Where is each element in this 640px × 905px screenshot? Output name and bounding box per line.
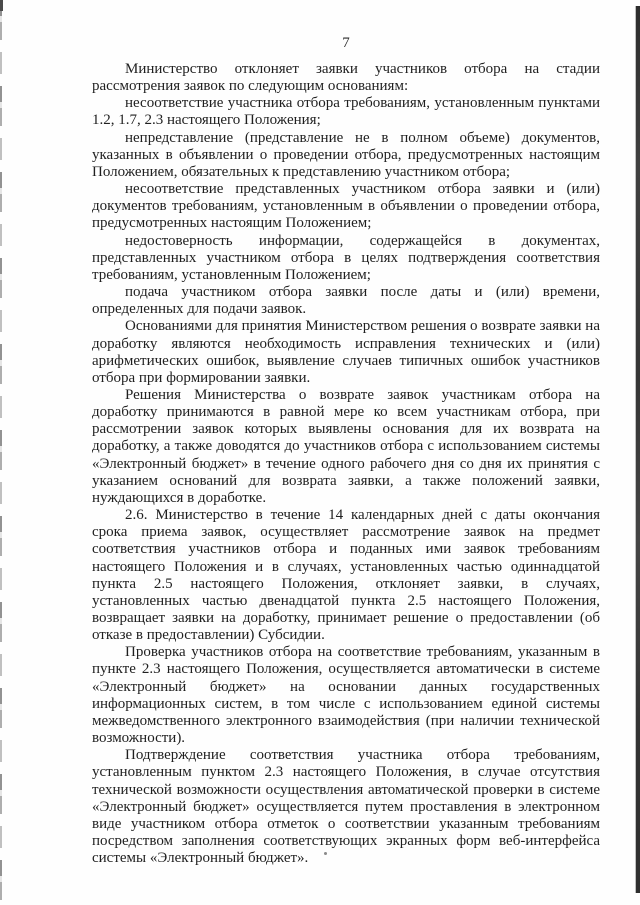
paragraph-rejection-intro: Министерство отклоняет заявки участников отбора на стадии рассмотрения заявок по следующим основаниям:	[92, 61, 600, 95]
paragraph-return-grounds: Основаниями для принятия Министерством решения о возврате заявки на доработку являются необходимость исправления технических и (или) арифметических ошибок, выявление случаев типичных ошибок участников отбора при формировании заявки.	[92, 318, 600, 386]
paragraph-ground-late-filing: подача участником отбора заявки после даты и (или) времени, определенных для подачи заявок.	[92, 284, 600, 318]
scan-artifact-right-edge	[636, 6, 640, 893]
page-number: 7	[342, 35, 350, 51]
paragraph-manual-confirmation: Подтверждение соответствия участника отбора требованиям, установленным пунктом 2.3 настоящего Положения, в случае отсутствия технической возможности осуществления автоматической проверки в системе «Электронный бюджет» осуществляется путем проставления в электронном виде участником отбора отметок о соответствии указанным требованиям посредством заполнения соответствующих экранных форм веб-интерфейса системы «Электронный бюджет».	[92, 747, 600, 867]
paragraph-ground-docs-mismatch: несоответствие представленных участником отбора заявки и (или) документов требованиям, установленным в объявлении о проведении отбора, предусмотренных настоящим Положением;	[92, 181, 600, 232]
scan-artifact-corner-mark	[0, 0, 3, 11]
document-body	[92, 61, 600, 867]
paragraph-automatic-check: Проверка участников отбора на соответствие требованиям, указанным в пункте 2.3 настоящего Положения, осуществляется автоматически в системе «Электронный бюджет» на основании данных государственных информационных систем, в том числе с использованием единой системы межведомственного электронного взаимодействия (при наличии технической возможности).	[92, 644, 600, 747]
paragraph-ground-false-info: недостоверность информации, содержащейся в документах, представленных участником отбора в целях подтверждения соответствия требованиям, установленным Положением;	[92, 232, 600, 283]
paragraph-clause-2-6: 2.6. Министерство в течение 14 календарных дней с даты окончания срока приема заявок, осуществляет рассмотрение заявок на предмет соответствия участников отбора и поданных ими заявок требованиям настоящего Положения и в случаях, установленных частью одиннадцатой пункта 2.5 настоящего Положения, отклоняет заявки, в случаях, установленных частью двенадцатой пункта 2.5 настоящего Положения, возвращает заявки на доработку, принимает решение о предоставлении (об отказе в предоставлении) Субсидии.	[92, 507, 600, 644]
paragraph-return-decisions: Решения Министерства о возврате заявок участникам отбора на доработку принимаются в равной мере ко всем участникам отбора, при рассмотрении заявок которых выявлены основания для их возврата на доработку, а также доводятся до участников отбора с использованием системы «Электронный бюджет» в течение одного рабочего дня со дня их принятия с указанием оснований для возврата заявки, а также положений заявки, нуждающихся в доработке.	[92, 386, 600, 506]
paragraph-ground-missing-docs: непредставление (представление не в полном объеме) документов, указанных в объявлении о проведении отбора, предусмотренных настоящим Положением, обязательных к представлению участником отбора;	[92, 129, 600, 180]
scan-artifact-left-edge	[0, 0, 2, 905]
paragraph-ground-noncompliance: несоответствие участника отбора требованиям, установленным пунктами 1.2, 1.7, 2.3 настоящего Положения;	[92, 95, 600, 129]
